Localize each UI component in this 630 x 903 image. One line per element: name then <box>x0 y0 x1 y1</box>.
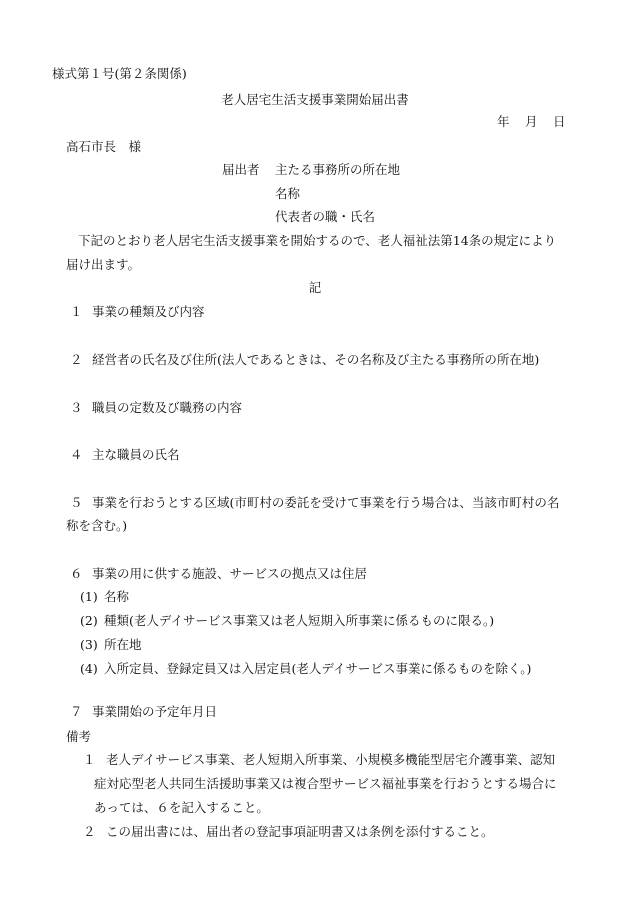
item-3-text: 職員の定数及び職務の内容 <box>92 400 243 415</box>
remark-1-line-2: 症対応型老人共同生活援助事業又は複合型サービス福祉事業を行おうとする場合に <box>94 776 557 791</box>
date-day-label: 日 <box>553 114 566 129</box>
item-2-text: 経営者の氏名及び住所(法人であるときは、その名称及び主たる事務所の所在地) <box>92 352 540 367</box>
date-month-label: 月 <box>525 114 538 129</box>
item-6-sub-1-number: (1) <box>80 589 98 604</box>
submitter-address-label: 主たる事務所の所在地 <box>275 162 401 177</box>
item-6-sub-3-text: 所在地 <box>104 637 142 652</box>
remark-1-number: １ <box>83 752 96 767</box>
intro-line-1: 下記のとおり老人居宅生活支援事業を開始するので、老人福祉法第14条の規定により <box>78 233 557 248</box>
item-6-sub-2-text: 種類(老人デイサービス事業又は老人短期入所事業に係るものに限る。) <box>104 613 495 628</box>
item-5-continuation: 称を含む。) <box>66 518 128 533</box>
item-6-sub-1-text: 名称 <box>104 589 130 604</box>
document-title: 老人居宅生活支援事業開始届出書 <box>221 92 409 107</box>
remark-2-number: ２ <box>83 824 96 839</box>
item-6-sub-4-number: (4) <box>80 661 98 676</box>
ki-heading: 記 <box>308 280 322 295</box>
remark-2-text: この届出書には、届出者の登記事項証明書又は条例を添付すること。 <box>106 824 494 839</box>
item-6-sub-4-text: 入所定員、登録定員又は入居定員(老人デイサービス事業に係るものを除く。) <box>104 661 532 676</box>
item-6-text: 事業の用に供する施設、サービスの拠点又は住居 <box>92 566 368 581</box>
item-4-text: 主な職員の氏名 <box>92 447 180 462</box>
item-3-number: ３ <box>70 400 83 415</box>
remark-1-line-1: 老人デイサービス事業、老人短期入所事業、小規模多機能型居宅介護事業、認知 <box>106 752 556 767</box>
item-1-number: １ <box>70 304 83 319</box>
item-5-text: 事業を行おうとする区域(市町村の委託を受けて事業を行う場合は、当該市町村の名 <box>92 495 560 510</box>
item-6-sub-2-number: (2) <box>80 613 98 628</box>
intro-line-2: 届け出ます。 <box>66 257 141 272</box>
submitter-label: 届出者 <box>222 162 260 177</box>
submitter-representative-label: 代表者の職・氏名 <box>275 209 376 224</box>
item-6-number: ６ <box>70 566 83 581</box>
item-2-number: ２ <box>70 352 83 367</box>
remark-1-line-3: あっては、６を記入すること。 <box>94 800 269 815</box>
item-7-text: 事業開始の予定年月日 <box>92 704 218 719</box>
item-1-text: 事業の種類及び内容 <box>92 304 205 319</box>
item-7-number: ７ <box>70 704 83 719</box>
addressee: 高石市長 様 <box>66 139 142 154</box>
item-4-number: ４ <box>70 447 83 462</box>
date-year-label: 年 <box>497 114 510 129</box>
submitter-name-label: 名称 <box>275 186 301 201</box>
item-5-number: ５ <box>70 495 83 510</box>
form-number: 様式第１号(第２条関係) <box>52 66 187 81</box>
remarks-heading: 備考 <box>66 729 92 744</box>
item-6-sub-3-number: (3) <box>80 637 98 652</box>
